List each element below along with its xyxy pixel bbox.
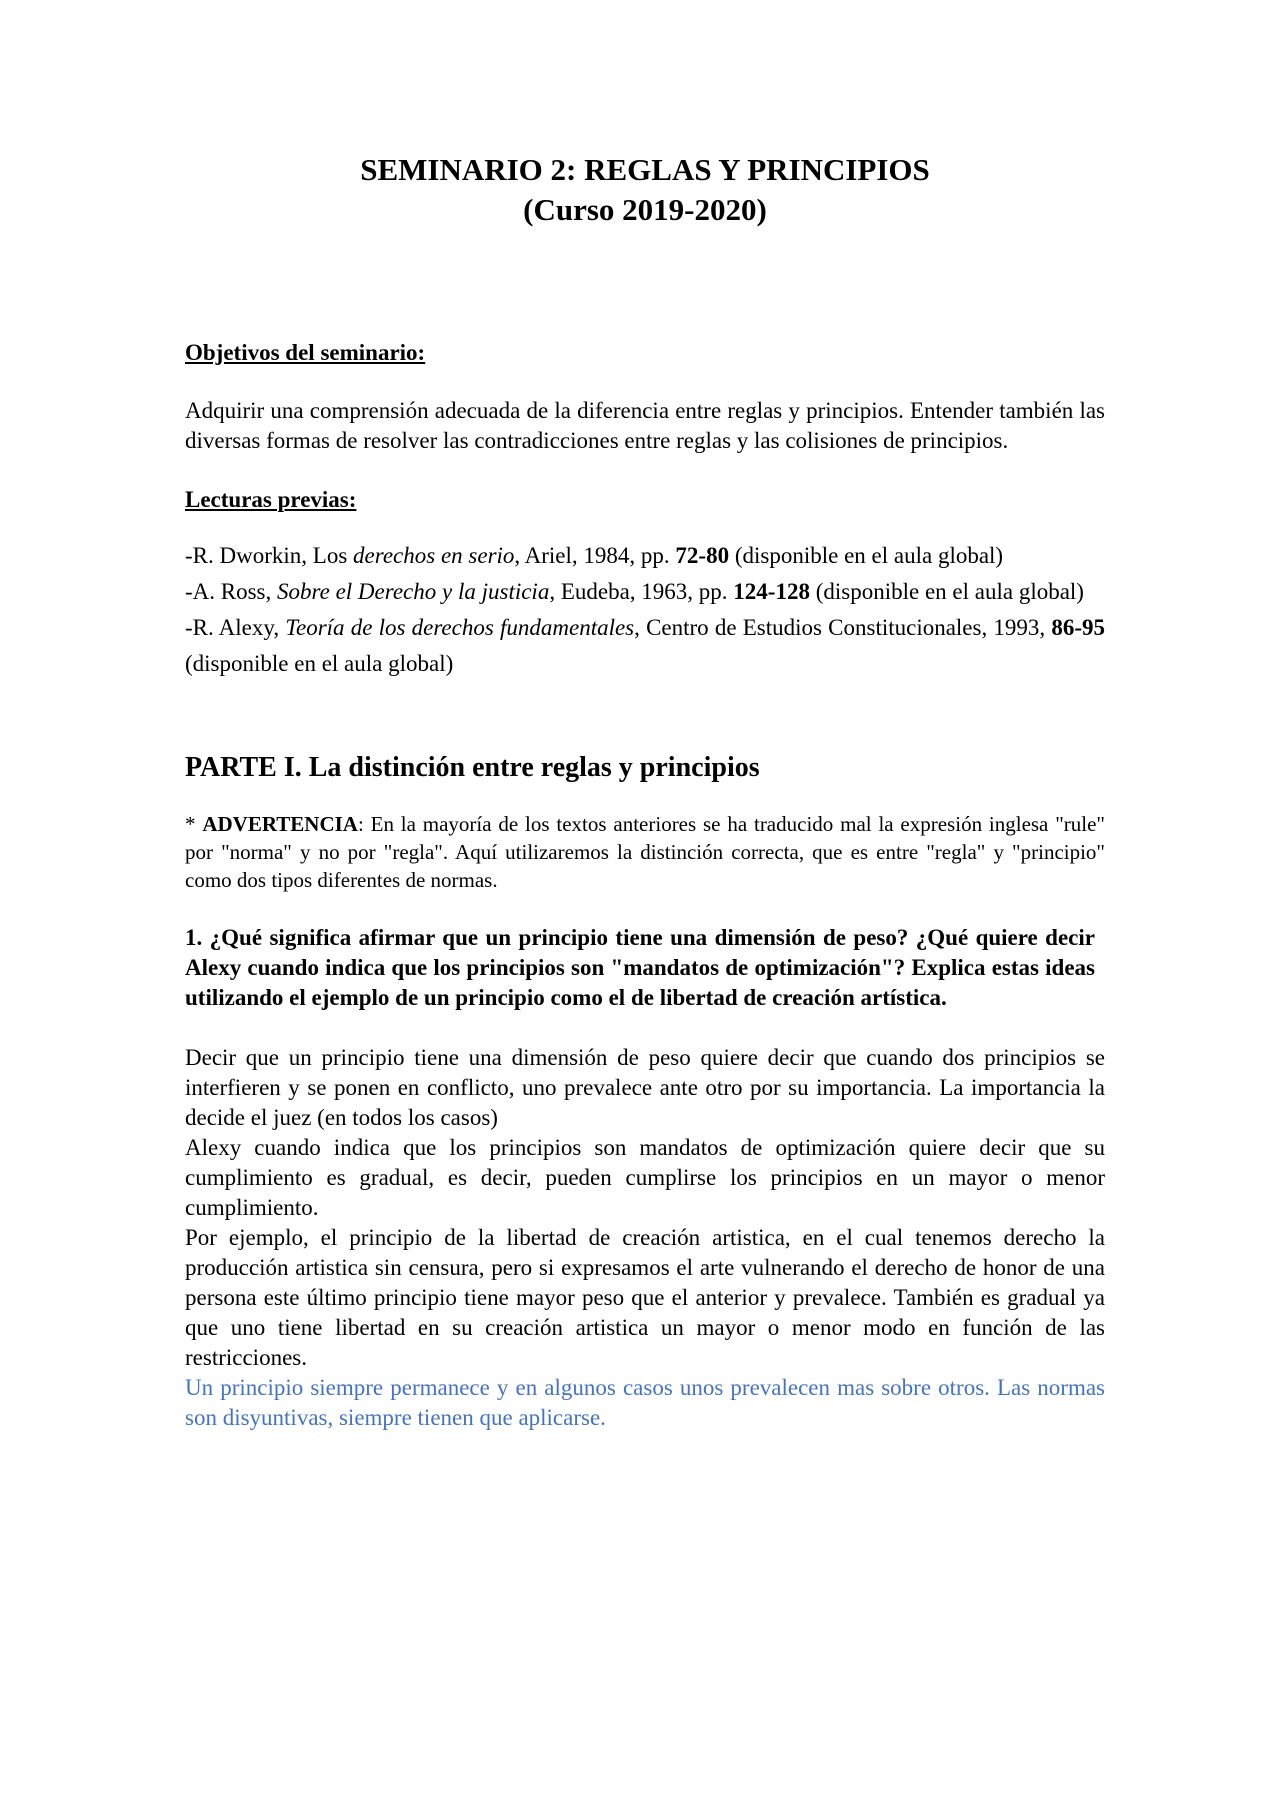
reading-book-title: Teoría de los derechos fundamentales [285,615,635,640]
document-page [185,150,1105,1433]
document-title [185,150,1105,230]
reading-availability: (disponible en el aula global) [185,651,454,676]
warning-note [185,810,1105,894]
reading-item [185,538,1105,574]
answer-paragraph: Por ejemplo, el principio de la libertad de creación artistica, en el cual tenemos derecho la producción artistica sin censura, pero si expresamos el arte vulnerando el derecho de honor de una persona este último principio tiene mayor peso que el anterior y prevalece. También es gradual ya que uno tiene libertad en su creación artistica un mayor o menor modo en función de las restricciones. [185,1225,1105,1370]
reading-publisher: , Centro de Estudios Constitucionales, 1993, [634,615,1052,640]
reading-item [185,574,1105,610]
reading-publisher: , Ariel, 1984, pp. [514,543,676,568]
title-main: SEMINARIO 2: REGLAS Y PRINCIPIOS [360,152,930,187]
reading-item [185,610,1105,682]
reading-author: -A. Ross, [185,579,278,604]
warning-text: : En la mayoría de los textos anteriores se ha traducido mal la expresión inglesa "rule" por "norma" y no por "regla". Aquí utilizaremos la distinción correcta, que es entre "regla" y "principio" como dos tipos diferentes de normas. [185,812,1106,892]
answer-note: Un principio siempre permanece y en algunos casos unos prevalecen mas sobre otros. Las normas son disyuntivas, siempre tienen que aplicarse. [185,1375,1105,1430]
warning-label: ADVERTENCIA [202,812,358,836]
reading-pages: 86-95 [1051,615,1105,640]
reading-availability: (disponible en el aula global) [809,579,1084,604]
question-1: 1. ¿Qué significa afirmar que un principio tiene una dimensión de peso? ¿Qué quiere decir Alexy cuando indica que los principios son "mandatos de optimización"? Explica estas ideas utilizando el ejemplo de un principio como el de libertad de creación artística. [185,925,1095,1010]
reading-pages: 124-128 [733,579,810,604]
reading-pages: 72-80 [675,543,730,568]
reading-availability: (disponible en el aula global) [729,543,1004,568]
reading-author: -R. Dworkin, Los [185,543,354,568]
objectives-label: Objetivos del seminario: [185,340,426,365]
reading-book-title: derechos en serio [353,543,515,568]
reading-publisher: , Eudeba, 1963, pp. [549,579,734,604]
reading-author: -R. Alexy, [185,615,286,640]
reading-book-title: Sobre el Derecho y la justicia [277,579,550,604]
warning-bullet: * [185,812,203,836]
part-heading: PARTE I. La distinción entre reglas y principios [185,752,760,783]
readings-label: Lecturas previas: [185,487,357,512]
objectives-text: Adquirir una comprensión adecuada de la diferencia entre reglas y principios. Entender también las diversas formas de resolver las contradicciones entre reglas y las colisiones de principios. [185,398,1105,453]
title-course: (Curso 2019-2020) [523,192,767,227]
answer-paragraph: Alexy cuando indica que los principios son mandatos de optimización quiere decir que su cumplimiento es gradual, es decir, pueden cumplirse los principios en un mayor o menor cumplimiento. [185,1135,1105,1220]
answer-paragraph: Decir que un principio tiene una dimensión de peso quiere decir que cuando dos principios se interfieren y se ponen en conflicto, uno prevalece ante otro por su importancia. La importancia la decide el juez (en todos los casos) [185,1045,1105,1130]
